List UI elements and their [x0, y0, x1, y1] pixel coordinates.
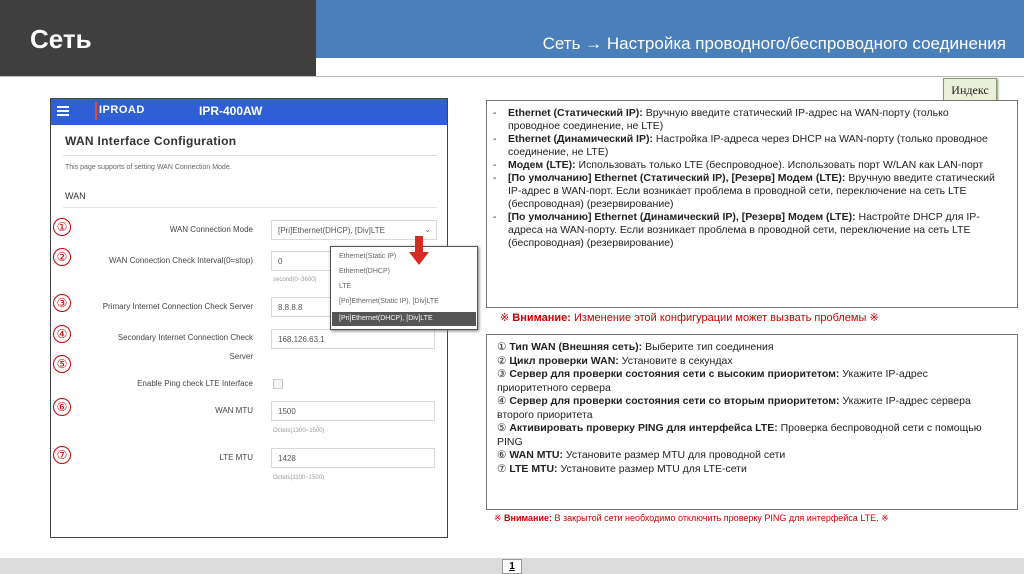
item-title: Активировать проверку PING для интерфейса LTE:	[509, 422, 778, 434]
item-title: Сервер для проверки состояния сети со вторым приоритетом:	[509, 395, 840, 407]
item-num: ①	[497, 341, 507, 353]
mode-name: Ethernet (Статический IP):	[508, 107, 643, 119]
warning-label: Внимание:	[512, 312, 571, 324]
warning-prefix: ※	[500, 312, 513, 324]
item-text: Установите размер MTU для LTE-сети	[557, 462, 747, 475]
header-left-panel	[0, 0, 316, 76]
ping-check-label: Enable Ping check LTE Interface	[137, 379, 253, 388]
warning-text: Изменение этой конфигурации может вызвать проблемы ※	[570, 312, 879, 324]
wan-mode-dropdown	[330, 246, 478, 330]
dropdown-option[interactable]: [Pri]Ethernet(Static IP), [Div]LTE	[339, 298, 439, 305]
lte-mtu-input[interactable]: 1428	[271, 448, 435, 468]
warning-closed-network	[494, 513, 889, 524]
item-text: Укажите IP-адрес приоритетного сервера	[497, 368, 928, 394]
primary-server-input[interactable]: 8.8.8.8	[271, 297, 435, 317]
mode-text: Использовать только LTE (беспроводное). Использовать порт W/LAN как LAN-порт	[575, 159, 984, 171]
item-text: Укажите IP-адрес сервера второго приоритета	[497, 395, 971, 421]
mode-item	[487, 172, 997, 211]
ping-check-checkbox[interactable]	[273, 379, 283, 389]
bullet-dash: -	[493, 107, 497, 119]
marker-7: ⑦	[53, 446, 71, 464]
red-arrow-icon	[408, 236, 430, 266]
item-num: ⑦	[497, 462, 507, 475]
wan-mtu-input[interactable]: 1500	[271, 401, 435, 421]
item-text: Выберите тип соединения	[642, 341, 774, 353]
router-top-bar	[51, 99, 448, 125]
item-row	[497, 395, 997, 422]
mode-name: Модем (LTE):	[508, 159, 576, 171]
item-title: Тип WAN (Внешняя сеть):	[509, 341, 643, 353]
header-divider	[0, 76, 1024, 77]
brand-logo: IPROAD	[99, 104, 145, 116]
page-number[interactable]: 1	[502, 559, 522, 574]
wan-mode-value: [Pri]Ethernet(DHCP), [Div]LTE	[278, 226, 385, 235]
item-num: ⑤	[497, 422, 507, 434]
dropdown-option[interactable]: Ethernet(Static IP)	[339, 253, 397, 260]
mode-name: Ethernet (Динамический IP):	[508, 133, 653, 145]
item-row	[497, 463, 997, 477]
wan-mode-label: WAN Connection Mode	[169, 225, 253, 234]
secondary-server-label: Secondary Internet Connection Check	[117, 333, 253, 342]
marker-2: ②	[53, 248, 71, 266]
warning-label: Внимание:	[504, 513, 553, 523]
item-title: LTE MTU:	[509, 462, 558, 475]
lte-mtu-label: LTE MTU	[219, 453, 253, 462]
item-row	[497, 341, 997, 355]
lte-mtu-hint: Octets(1100~1500)	[273, 475, 325, 481]
index-button[interactable]: Индекс	[943, 78, 997, 102]
chevron-down-icon: ⌄	[424, 225, 431, 234]
mode-item	[487, 211, 997, 250]
bullet-dash: -	[493, 133, 497, 145]
marker-5: ⑤	[53, 355, 71, 373]
marker-4: ④	[53, 325, 71, 343]
dropdown-option[interactable]: Ethernet(DHCP)	[339, 268, 390, 275]
wan-config-description: This page supports of setting WAN Connection Mode.	[65, 164, 232, 171]
page-subtitle: Сеть → Настройка проводного/беспроводного соединения	[542, 34, 1006, 53]
mode-item	[487, 133, 997, 159]
item-row	[497, 368, 997, 395]
marker-3: ③	[53, 294, 71, 312]
item-num: ⑥	[497, 449, 507, 461]
wan-section-label: WAN	[65, 191, 86, 201]
dropdown-option[interactable]: LTE	[339, 283, 352, 290]
mode-item	[487, 107, 997, 133]
mode-text: Настройка IP-адреса через DHCP на WAN-порту (только проводное соединение, не LTE)	[508, 133, 988, 158]
check-interval-input[interactable]: 0	[271, 251, 341, 271]
warning-config	[500, 311, 879, 324]
wan-config-title: WAN Interface Configuration	[65, 134, 237, 148]
item-row	[497, 449, 997, 463]
dropdown-option-selected[interactable]	[332, 312, 476, 326]
mode-name: [По умолчанию] Ethernet (Статический IP), [Резерв] Модем (LTE):	[508, 172, 846, 184]
primary-server-label: Primary Internet Connection Check Server	[102, 302, 253, 311]
check-interval-label: WAN Connection Check Interval(0=stop)	[109, 256, 253, 265]
mode-name: [По умолчанию] Ethernet (Динамический IP), [Резерв] Модем (LTE):	[508, 211, 856, 223]
mode-text: Вручную введите статический IP-адрес на WAN-порту (только проводное соединение, не LTE)	[508, 107, 949, 132]
modes-description-box	[486, 100, 1018, 308]
item-text: Установите размер MTU для проводной сети	[563, 449, 786, 461]
page-title: Сеть	[30, 24, 92, 54]
item-title: Цикл проверки WAN:	[509, 354, 619, 367]
mode-text: Вручную введите статический IP-адрес в WAN-порт. Если возникает проблема в проводной сети, переключение на сеть LTE (беспроводная) (резервирование)	[508, 172, 995, 210]
item-title: WAN MTU:	[509, 449, 563, 461]
wan-mtu-label: WAN MTU	[215, 406, 253, 415]
router-model: IPR-400AW	[199, 104, 263, 118]
items-description-box	[486, 334, 1018, 510]
secondary-server-label-2: Server	[229, 352, 253, 361]
check-interval-hint: second(0~3600)	[273, 277, 317, 283]
warning-prefix: ※	[494, 513, 505, 523]
bullet-dash: -	[493, 172, 497, 184]
divider	[63, 155, 437, 156]
mode-text: Настройте DHCP для IP-адреса на WAN-порту. Если возникает проблема в проводной сети, переключение на сеть LTE (беспроводная) (резервирование)	[508, 211, 980, 249]
warning-text: В закрытой сети необходимо отключить проверку PING для интерфейса LTE. ※	[552, 513, 889, 523]
item-row	[497, 355, 997, 369]
item-title: Сервер для проверки состояния сети с высоким приоритетом:	[509, 368, 840, 380]
item-text: Проверка беспроводной сети с помощью PING	[497, 422, 982, 448]
item-num: ③	[497, 368, 507, 380]
bullet-dash: -	[493, 211, 497, 223]
marker-1: ①	[53, 218, 71, 236]
bullet-dash: -	[493, 159, 497, 171]
item-num: ②	[497, 354, 507, 367]
item-num: ④	[497, 395, 507, 407]
hamburger-menu-icon[interactable]	[57, 106, 69, 116]
marker-6: ⑥	[53, 398, 71, 416]
item-text: Установите в секундах	[618, 354, 733, 367]
mode-item	[487, 159, 997, 172]
wan-mtu-hint: Octets(1300~1500)	[273, 428, 325, 434]
divider	[63, 207, 437, 208]
secondary-server-input[interactable]: 168.126.63.1	[271, 329, 435, 349]
item-row	[497, 422, 997, 449]
dropdown-selected-label: [Pri]Ethernet(DHCP), [Div]LTE	[339, 315, 433, 322]
